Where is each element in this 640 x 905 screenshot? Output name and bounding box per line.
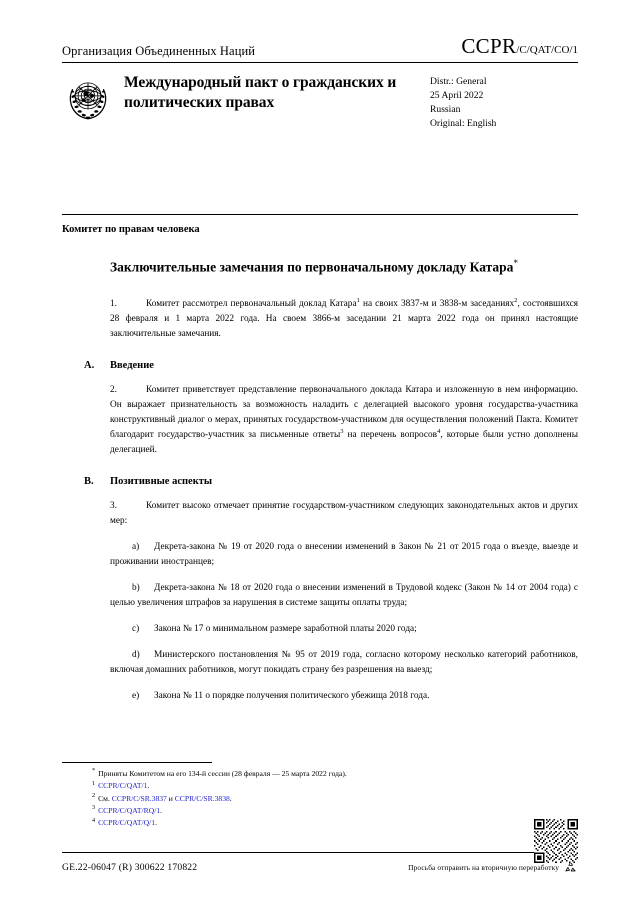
paragraph-1-text-a: Комитет рассмотрел первоначальный доклад Катара (146, 298, 357, 309)
paragraph-2-number: 2. (110, 384, 117, 395)
section-heading-b (84, 476, 578, 487)
footnote-link[interactable]: CCPR/C/SR.3837 (111, 793, 167, 803)
paragraph-2 (110, 383, 578, 458)
footnote-mark: * (92, 767, 96, 775)
page-title-text: Заключительные замечания по первоначальному докладу Катара (110, 259, 514, 275)
list-item-text: Министерского постановления № 95 от 2019 года, согласно которому несколько категорий работников, включая домашних работников, могут покидать страну без разрешения на выезд; (110, 650, 578, 676)
masthead-rule (62, 62, 578, 63)
masthead (62, 34, 578, 131)
list-item-letter: b) (132, 583, 140, 594)
section-a-letter: A. (84, 359, 95, 371)
footnote-ref-4[interactable]: 4 (437, 427, 441, 435)
document-symbol (461, 34, 578, 59)
footnote-separator (62, 762, 212, 763)
footnote-ref-2[interactable]: 2 (514, 296, 518, 304)
paragraph-3-number: 3. (110, 500, 117, 511)
paragraph-3-text: Комитет высоко отмечает принятие государством-участником следующих законодательных актов и других мер: (110, 500, 578, 526)
footnote-tail: . (147, 781, 150, 791)
footnote-asterisk (62, 768, 578, 780)
list-item-text: Декрета-закона № 18 от 2020 года о внесении изменений в Трудовой кодекс (Закон № 14 от 2004 года) с целью увеличения штрафов за нарушения в системе защиты оплаты труда; (110, 583, 578, 609)
un-emblem (62, 73, 114, 125)
paragraph-2-text-b: на перечень вопросов (343, 429, 438, 440)
list-item-letter: d) (132, 650, 140, 661)
section-a-title: Введение (110, 359, 154, 371)
list-item-text: Декрета-закона № 19 от 2020 года о внесении изменений в Закон № 21 от 2015 года о въезде, выезде и проживании иностранцев; (110, 542, 578, 568)
footnote-1 (62, 780, 578, 792)
section-b-letter: B. (84, 475, 94, 487)
document-language: Russian (430, 104, 461, 116)
footnote-ref-3[interactable]: 3 (340, 427, 344, 435)
list-item (110, 581, 578, 611)
footnote-tail: . (229, 793, 232, 803)
distribution-line: Distr.: General (430, 76, 487, 87)
footnote-mark: 1 (92, 779, 96, 787)
committee-name: Комитет по правам человека (62, 224, 200, 235)
list-item-letter: e) (132, 691, 140, 702)
main-content (62, 224, 578, 715)
footnote-mark: 4 (92, 816, 96, 824)
footnotes (62, 762, 578, 829)
footnote-link[interactable]: CCPR/C/QAT/RQ/1 (98, 805, 161, 815)
footnote-link-secondary[interactable]: CCPR/C/SR.3838 (174, 793, 230, 803)
masthead-top-row (62, 34, 578, 61)
list-item-letter: c) (132, 624, 140, 635)
footnote-4 (62, 817, 578, 829)
distribution-date: 25 April 2022 (430, 90, 484, 102)
list-item (110, 648, 578, 678)
list-item-text: Закона № 11 о порядке получения политического убежища 2018 года. (154, 691, 430, 702)
header-bottom-rule (62, 214, 578, 215)
paragraph-1-text-b: на своих 3837-м и 3838-м заседаниях (359, 298, 515, 309)
footnote-conjunction: и (166, 793, 175, 803)
paragraph-3 (110, 499, 578, 529)
footnote-link[interactable]: CCPR/C/QAT/1 (98, 781, 148, 791)
original-language: Original: English (430, 118, 497, 130)
footnote-link[interactable]: CCPR/C/QAT/Q/1 (98, 818, 156, 828)
organization-name: Организация Объединенных Наций (62, 44, 256, 58)
paragraph-1-text-c: , состоявшихся 28 февраля и 1 марта 2022 года. На своем 3866-м заседании 21 марта 2022 года он принял настоящие заключительные замечания. (110, 298, 578, 339)
job-number: GE.22-06047 (R) 300622 170822 (62, 862, 198, 873)
footnote-ref-1[interactable]: 1 (356, 296, 360, 304)
footnote-text: Приняты Комитетом на его 134-й сессии (28 февраля — 25 марта 2022 года). (98, 769, 347, 778)
list-item-letter: a) (132, 542, 140, 553)
paragraph-1-number: 1. (110, 298, 117, 309)
paragraph-2-text-a: Комитет приветствует представление первоначального доклада Катара и изложенную в нем информацию. Он выражает признательность за возможность наладить с делегацией высокого уровня государства-участника конструктивный диалог о мерах, принятых государством-участником для осуществления положений Пакта. Комитет благодарит государство-участник за письменные ответы (110, 384, 578, 440)
treaty-title: Международный пакт о гражданских и политических правах (124, 74, 397, 111)
page-title (110, 257, 548, 277)
list-item (110, 540, 578, 570)
section-b-title: Позитивные аспекты (110, 475, 213, 487)
masthead-body (62, 72, 578, 131)
document-symbol-main: CCPR (461, 34, 517, 58)
document-symbol-suffix: /C/QAT/CO/1 (516, 44, 578, 56)
page-title-footnote-mark: * (513, 258, 518, 268)
footnote-3 (62, 805, 578, 817)
recycle-text: Просьба отправить на вторичную переработку (408, 863, 559, 872)
page-footer (62, 852, 578, 875)
footnote-tail: . (155, 818, 157, 828)
section-heading-a (84, 360, 578, 371)
footnote-prefix: См. (98, 793, 112, 803)
qr-code (534, 819, 578, 863)
paragraph-2-text-c: , которые были устно дополнены делегацией. (110, 429, 578, 455)
footnote-mark: 2 (92, 792, 96, 800)
footnote-tail: . (160, 805, 163, 815)
list-item-text: Закона № 17 о минимальном размере заработной платы 2020 года; (154, 624, 417, 635)
distribution-block (424, 72, 578, 131)
paragraph-1 (110, 297, 578, 342)
footnote-2 (62, 793, 578, 805)
list-item (110, 622, 578, 637)
list-item (110, 689, 578, 704)
footnote-mark: 3 (92, 804, 96, 812)
